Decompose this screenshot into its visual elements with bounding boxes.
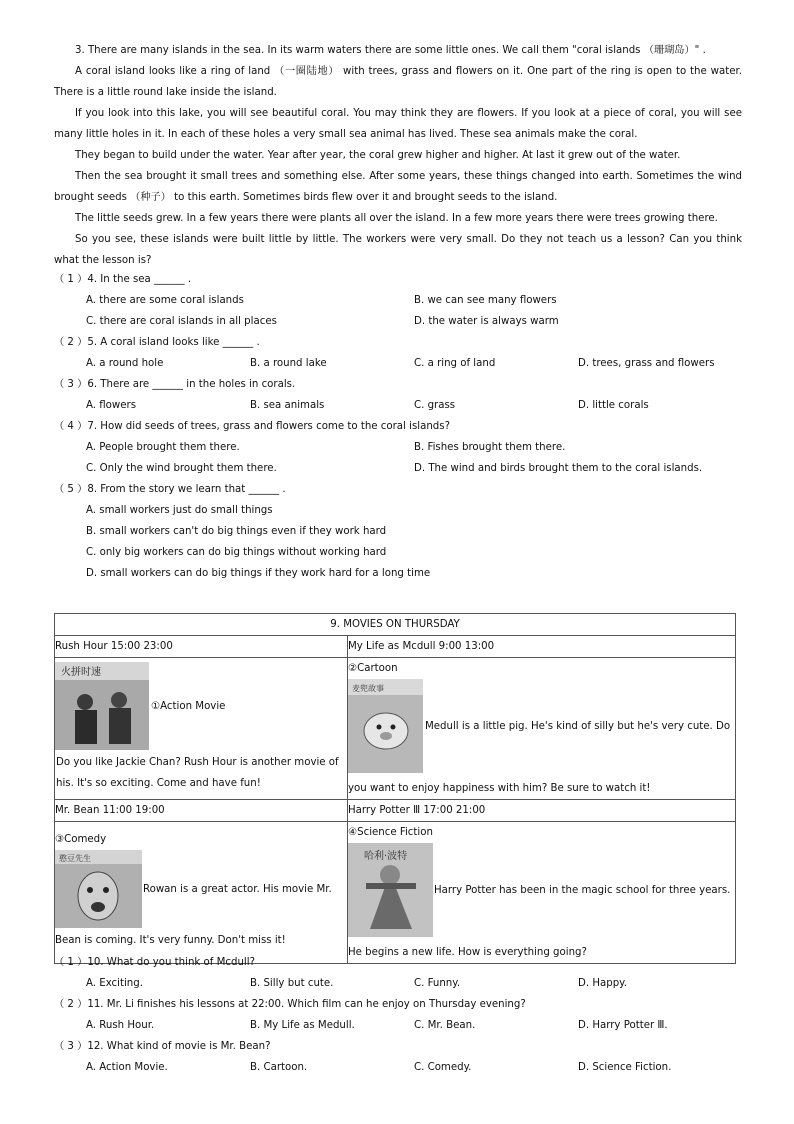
passage-p5: Then the sea brought it small trees and something else. After some years, these things changed into earth. Sometimes the wind brought seeds （种子） to this earth. Sometimes birds flew over it and brought seeds to the island.: [54, 171, 742, 203]
option-c[interactable]: C. a ring of land: [414, 358, 496, 369]
movie-header-harry-potter: Harry Potter Ⅲ 17:00 21:00: [348, 800, 736, 822]
question-text: 12. What kind of movie is Mr. Bean?: [87, 1041, 271, 1052]
option-d[interactable]: D. The wind and birds brought them to the coral islands.: [414, 463, 703, 474]
option-b[interactable]: B. My Life as Medull.: [250, 1020, 355, 1031]
option-d[interactable]: D. Happy.: [578, 978, 627, 989]
option-a[interactable]: A. flowers: [86, 400, 137, 411]
question-text: 6. There are ______ in the holes in corals.: [87, 379, 296, 390]
question-text: 5. A coral island looks like ______ .: [87, 337, 260, 348]
movie-cell-mcdull: [348, 658, 736, 800]
option-d[interactable]: D. small workers can do big things if they work hard for a long time: [86, 568, 431, 579]
option-b[interactable]: B. Cartoon.: [250, 1062, 308, 1073]
option-a[interactable]: A. Action Movie.: [86, 1062, 168, 1073]
option-d[interactable]: D. Harry Potter Ⅲ.: [578, 1020, 668, 1031]
svg-text:哈利·波特: 哈利·波特: [364, 851, 408, 862]
option-c[interactable]: C. Mr. Bean.: [414, 1020, 476, 1031]
question-text: 7. How did seeds of trees, grass and flowers come to the coral islands?: [87, 421, 450, 432]
option-b[interactable]: B. we can see many flowers: [414, 295, 557, 306]
passage-p7: So you see, these islands were built little by little. The workers were very small. Do they not teach us a lesson? Can you think what the lesson is?: [54, 234, 742, 266]
option-c[interactable]: C. only big workers can do big things without working hard: [86, 547, 387, 558]
question-text: 10. What do you think of Mcdull?: [87, 957, 255, 968]
passage-p3: If you look into this lake, you will see beautiful coral. You may think they are flowers. If you look at a piece of coral, you will see many little holes in it. In each of these holes a very small sea animal has lived. These sea animals make the coral.: [54, 108, 742, 140]
rush-hour-poster: [55, 662, 149, 750]
question-number: （ 3 ）: [54, 1041, 88, 1052]
question-number: （ 1 ）: [54, 274, 88, 285]
movie-cell-rush-hour: [55, 658, 348, 800]
question-number: （ 3 ）: [54, 379, 88, 390]
option-c[interactable]: C. Funny.: [414, 978, 461, 989]
option-b[interactable]: B. small workers can't do big things even if they work hard: [86, 526, 387, 537]
passage-p2: A coral island looks like a ring of land （一圈陆地） with trees, grass and flowers on it. One part of the ring is open to the water. There is a little round lake inside the island.: [54, 66, 742, 98]
movies-table: [54, 613, 736, 964]
question-number: （ 5 ）: [54, 484, 88, 495]
question-number: （ 2 ）: [54, 337, 88, 348]
option-a[interactable]: A. Exciting.: [86, 978, 143, 989]
rush-hour-desc: Do you like Jackie Chan? Rush Hour is another movie of his. It's so exciting. Come and have fun!: [56, 757, 339, 789]
option-c[interactable]: C. Only the wind brought them there.: [86, 463, 277, 474]
option-a[interactable]: A. People brought them there.: [86, 442, 240, 453]
option-d[interactable]: D. the water is always warm: [414, 316, 559, 327]
mr-bean-desc-line1: Rowan is a great actor. His movie Mr.: [143, 883, 332, 895]
movie-header-mr-bean: Mr. Bean 11:00 19:00: [55, 800, 348, 822]
movie-cell-mr-bean: [55, 822, 348, 964]
svg-text:麦兜故事: 麦兜故事: [352, 684, 384, 693]
harry-potter-poster: [348, 843, 433, 937]
mcdull-poster: [348, 679, 423, 773]
harry-potter-desc-line1: Harry Potter has been in the magic school for three years.: [434, 884, 731, 896]
svg-text:火拼时速: 火拼时速: [61, 667, 101, 678]
movie-header-mcdull: My Life as Mcdull 9:00 13:00: [348, 636, 736, 658]
question-number: （ 1 ）: [54, 957, 88, 968]
option-d[interactable]: D. little corals: [578, 400, 649, 411]
question-text: 8. From the story we learn that ______ .: [87, 484, 286, 495]
option-a[interactable]: A. there are some coral islands: [86, 295, 244, 306]
option-b[interactable]: B. Fishes brought them there.: [414, 442, 566, 453]
option-c[interactable]: C. grass: [414, 400, 456, 411]
movies-title: 9. MOVIES ON THURSDAY: [55, 614, 736, 636]
rush-hour-genre: ①Action Movie: [151, 700, 226, 712]
option-b[interactable]: B. sea animals: [250, 400, 325, 411]
option-b[interactable]: B. Silly but cute.: [250, 978, 334, 989]
movie-cell-harry-potter: [348, 822, 736, 964]
movie-header-rush-hour: Rush Hour 15:00 23:00: [55, 636, 348, 658]
option-d[interactable]: D. trees, grass and flowers: [578, 358, 715, 369]
question-number: （ 2 ）: [54, 999, 88, 1010]
harry-potter-genre: ④Science Fiction: [348, 827, 433, 838]
svg-text:憨豆先生: 憨豆先生: [59, 854, 91, 863]
harry-potter-desc-line2: He begins a new life. How is everything going?: [348, 947, 587, 958]
mcdull-desc-line2: you want to enjoy happiness with him? Be sure to watch it!: [348, 783, 651, 794]
question-text: 4. In the sea ______ .: [87, 274, 192, 285]
option-b[interactable]: B. a round lake: [250, 358, 327, 369]
mcdull-genre: ②Cartoon: [348, 663, 398, 674]
question-number: （ 4 ）: [54, 421, 88, 432]
option-c[interactable]: C. there are coral islands in all places: [86, 316, 277, 327]
mr-bean-poster: [55, 850, 142, 928]
passage-p4: They began to build under the water. Year after year, the coral grew higher and higher. At last it grew out of the water.: [75, 150, 681, 161]
question-text: 11. Mr. Li finishes his lessons at 22:00. Which film can he enjoy on Thursday evening?: [87, 999, 526, 1010]
passage-p6: The little seeds grew. In a few years there were plants all over the island. In a few more years there were trees growing there.: [75, 213, 718, 224]
mcdull-desc-line1: Medull is a little pig. He's kind of silly but he's very cute. Do: [425, 720, 731, 732]
option-c[interactable]: C. Comedy.: [414, 1062, 472, 1073]
option-a[interactable]: A. Rush Hour.: [86, 1020, 155, 1031]
mr-bean-desc-line2: Bean is coming. It's very funny. Don't miss it!: [55, 935, 286, 946]
option-d[interactable]: D. Science Fiction.: [578, 1062, 672, 1073]
option-a[interactable]: A. small workers just do small things: [86, 505, 273, 516]
option-a[interactable]: A. a round hole: [86, 358, 164, 369]
mr-bean-genre: ③Comedy: [55, 834, 107, 845]
passage-p1: 3. There are many islands in the sea. In its warm waters there are some little ones. We call them "coral islands （珊瑚岛）" .: [75, 45, 706, 56]
